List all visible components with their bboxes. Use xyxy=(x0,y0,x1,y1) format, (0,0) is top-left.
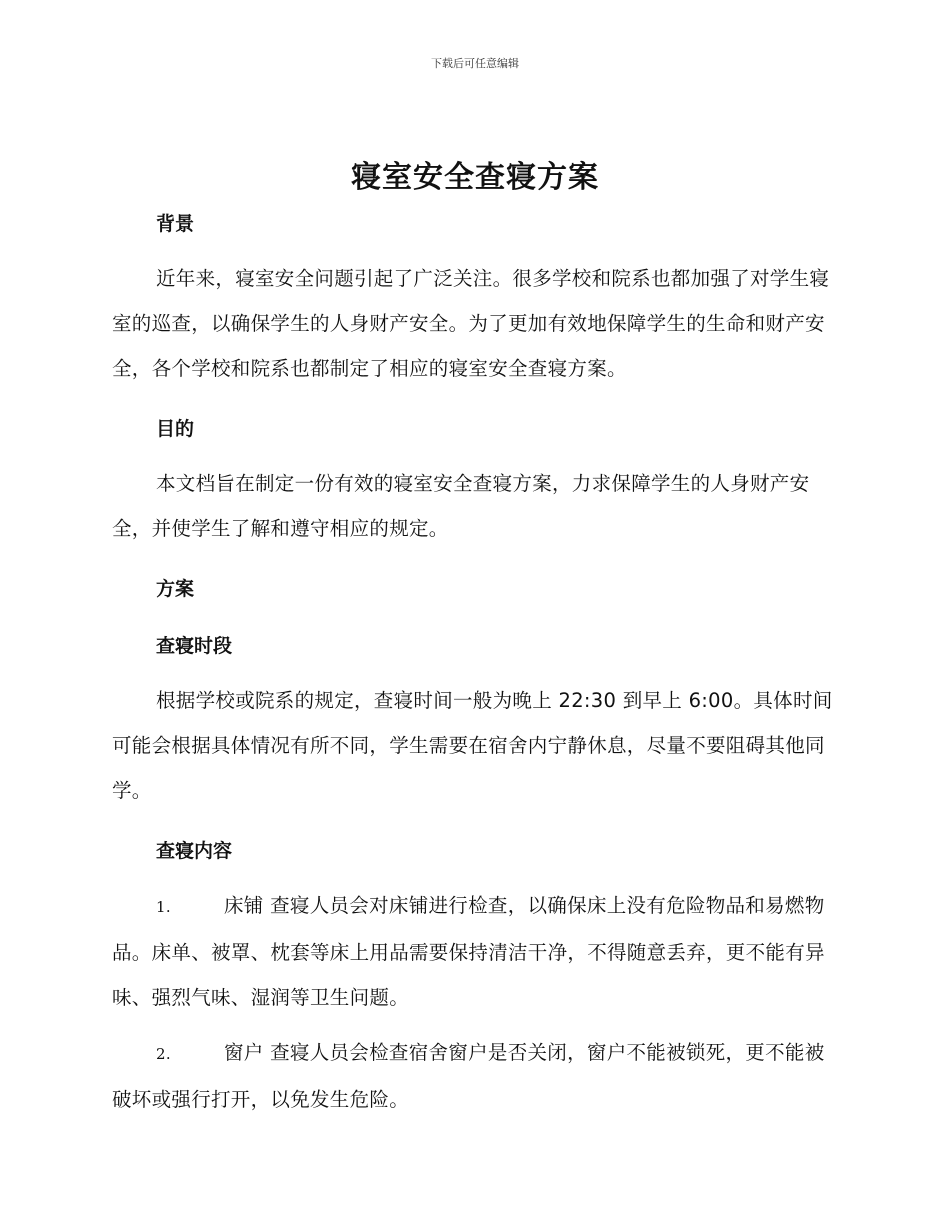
heading-purpose: 目的 xyxy=(156,418,195,440)
heading-background: 背景 xyxy=(156,213,195,235)
list-item-text: 床铺 查寝人员会对床铺进行检查，以确保床上没有危险物品和易燃物品。床单、被罩、枕套等床上用品需要保持清洁干净，不得随意丢弃，更不能有异味、强烈气味、湿润等卫生问题。 xyxy=(112,894,825,1009)
header-note: 下载后可任意编辑 xyxy=(431,57,519,70)
list-item-number: 1. xyxy=(156,898,171,916)
list-item xyxy=(112,883,842,1020)
heading-check-content: 查寝内容 xyxy=(156,840,233,862)
paragraph-purpose: 本文档旨在制定一份有效的寝室安全查寝方案，力求保障学生的人身财产安全，并使学生了解和遵守相应的规定。 xyxy=(112,472,810,540)
heading-check-time: 查寝时段 xyxy=(156,635,233,657)
paragraph-background: 近年来，寝室安全问题引起了广泛关注。很多学校和院系也都加强了对学生寝室的巡查，以确保学生的人身财产安全。为了更加有效地保障学生的生命和财产安全，各个学校和院系也都制定了相应的寝室安全查寝方案。 xyxy=(112,267,830,380)
list-item xyxy=(112,1030,842,1122)
heading-plan: 方案 xyxy=(156,578,195,600)
list-item-number: 2. xyxy=(156,1045,171,1063)
paragraph-check-time: 根据学校或院系的规定，查寝时间一般为晚上 22:30 到早上 6:00。具体时间可能会根据具体情况有所不同，学生需要在宿舍内宁静休息，尽量不要阻碍其他同学。 xyxy=(112,689,833,802)
document-title: 寝室安全查寝方案 xyxy=(351,160,599,195)
list-item-text: 窗户 查寝人员会检查宿舍窗户是否关闭，窗户不能被锁死，更不能被破坏或强行打开，以免发生危险。 xyxy=(112,1041,825,1111)
